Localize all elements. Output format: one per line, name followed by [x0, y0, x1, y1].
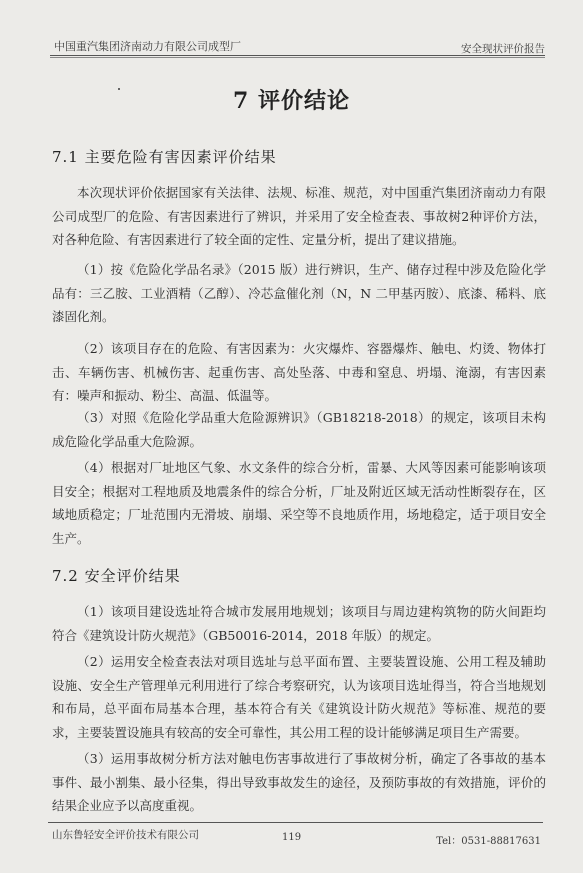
paragraph: （2）该项目存在的危险、有害因素为：火灾爆炸、容器爆炸、触电、灼烫、物体打击、车辆伤害、机械伤害、起重伤害、高处坠落、中毒和窒息、坍塌、淹溺，有害因素有：噪声和振动、粉尘、高温、低温等。 — [52, 341, 546, 403]
chapter-title: 7 评价结论 — [233, 88, 350, 114]
paragraph: （3）对照《危险化学品重大危险源辨识》（GB18218-2018）的规定，该项目未构成危险化学品重大危险源。 — [52, 410, 546, 449]
paragraph: （1）该项目建设选址符合城市发展用地规划；该项目与周边建构筑物的防火间距均符合《建筑设计防火规范》（GB50016-2014，2018 年版）的规定。 — [52, 604, 546, 643]
header-company: 中国重汽集团济南动力有限公司成型厂 — [54, 40, 241, 53]
header-rule-thin — [50, 57, 545, 58]
footer-rule — [48, 822, 543, 823]
paragraph: （4）根据对厂址地区气象、水文条件的综合分析，雷暴、大风等因素可能影响该项目安全；根据对工程地质及地震条件的综合分析，厂址及附近区域无活动性断裂存在，区域地质稳定；厂址范围内无滑坡、崩塌、采空等不良地质作用，场地稳定，适于项目安全生产。 — [52, 460, 546, 546]
section-title-7-1: 7.1 主要危险有害因素评价结果 — [52, 148, 277, 166]
paragraph: （3）运用事故树分析方法对触电伤害事故进行了事故树分析，确定了各事故的基本事件、最小割集、最小径集，得出导致事故发生的途径，及预防事故的有效措施，评价的结果企业应予以高度重视。 — [52, 751, 546, 813]
paragraph: （1）按《危险化学品名录》（2015 版）进行辨识，生产、储存过程中涉及危险化学品有：三乙胺、工业酒精（乙醇）、冷芯盒催化剂（N，N 二甲基丙胺）、底漆、稀料、底漆固化剂。 — [52, 262, 546, 324]
page-number: 119 — [282, 832, 302, 843]
section-title-7-2: 7.2 安全评价结果 — [52, 567, 181, 585]
paragraph: 本次现状评价依据国家有关法律、法规、标准、规范，对中国重汽集团济南动力有限公司成型厂的危险、有害因素进行了辨识，并采用了安全检查表、事故树2种评价方法，对各种危险、有害因素进行了较全面的定性、定量分析，提出了建议措施。 — [52, 185, 546, 247]
footer-tel: Tel：0531-88817631 — [436, 836, 541, 847]
header-rule — [50, 55, 545, 56]
header-report-type: 安全现状评价报告 — [461, 43, 545, 55]
footer-company: 山东鲁轻安全评价技术有限公司 — [52, 829, 199, 841]
paragraph: （2）运用安全检查表法对项目选址与总平面布置、主要装置设施、公用工程及辅助设施、安全生产管理单元利用进行了综合考察研究，认为该项目选址得当，符合当地规划和布局，总平面布局基本合理，基本符合有关《建筑设计防火规范》等标准、规范的要求，主要装置设施具有较高的安全可靠性，其公用工程的设计能够满足项目生产需要。 — [52, 654, 546, 740]
